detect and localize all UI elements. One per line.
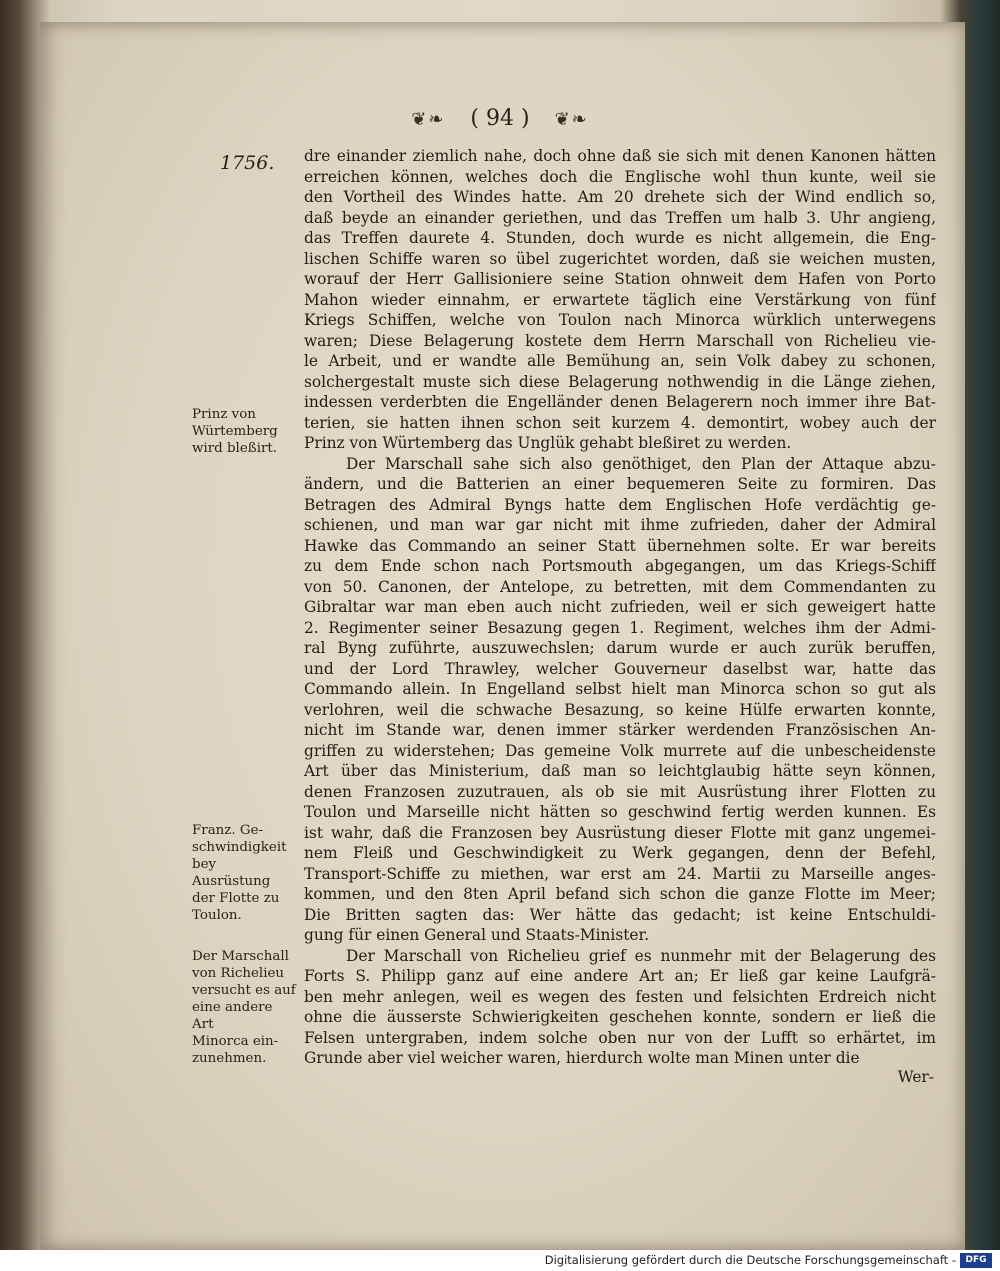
body-line: le Arbeit, und er wandte alle Bemühung an, sein Volk dabey zu schonen,: [304, 352, 936, 370]
body-line: denen Franzosen zuzutrauen, als ob sie mit Ausrüstung ihrer Flotten zu: [304, 782, 936, 801]
catchword: Wer-: [897, 1068, 934, 1086]
body-line: ral Byng zuführte, auszuwechslen; darum wurde er auch zurük beruffen,: [304, 639, 936, 657]
body-line: Mahon wieder einnahm, er erwartete täglich eine Verstärkung von fünf: [304, 290, 936, 309]
body-line: Gibraltar war man eben auch nicht zufrieden, weil er sich geweigert hatte: [304, 598, 936, 616]
body-line: daß beyde an einander geriethen, und das Treffen um halb 3. Uhr angieng,: [304, 208, 936, 227]
margin-note-line: Der Marschall: [192, 949, 289, 964]
body-line: worauf der Herr Gallisioniere seine Station ohnweit dem Hafen von Porto: [304, 270, 936, 288]
margin-note-line: wird bleßirt.: [192, 441, 278, 456]
body-line: gung für einen General und Staats-Minister.: [304, 926, 650, 944]
margin-note-richelieu-attempt: [192, 948, 296, 1067]
body-line: Toulon und Marseille nicht hätten so geschwind fertig werden kunnen. Es: [304, 803, 936, 821]
body-line: Hawke das Commando an seiner Statt übernehmen solte. Er war bereits: [304, 536, 936, 555]
body-line: 2. Regimenter seiner Besazung gegen 1. Regiment, welches ihm der Admi-: [304, 618, 936, 637]
margin-note-line: zunehmen.: [192, 1051, 267, 1066]
margin-note-line: Minorca ein-: [192, 1034, 279, 1049]
footer-credit: Digitalisierung gefördert durch die Deutsche Forschungsgemeinschaft -: [544, 1253, 956, 1267]
body-line: waren; Diese Belagerung kostete dem Herrn Marschall von Richelieu vie-: [304, 331, 936, 350]
margin-note-line: der Flotte zu: [192, 891, 280, 906]
body-text: [304, 146, 936, 1069]
body-line: Der Marschall sahe sich also genöthiget, den Plan der Attaque abzu-: [346, 454, 936, 473]
body-line: und der Lord Thrawley, welcher Gouverneur daselbst war, hatte das: [304, 659, 936, 678]
body-line: ist wahr, daß die Franzosen bey Ausrüstung dieser Flotte mit ganz ungemei-: [304, 823, 936, 842]
body-line: den Vortheil des Windes hatte. Am 20 drehete sich der Wind endlich so,: [304, 188, 936, 206]
body-line: Kriegs Schiffen, welche von Toulon nach Minorca würklich unterwegens: [304, 311, 936, 329]
body-line: Grunde aber viel weicher waren, hierdurch wolte man Minen unter die: [304, 1049, 860, 1067]
body-line: ändern, und die Batterien an einer bequemeren Seite zu formiren. Das: [304, 475, 936, 493]
body-line: lischen Schiffe waren so übel zugerichtet worden, daß sie weichen musten,: [304, 249, 936, 268]
body-line: Forts S. Philipp ganz auf eine andere Art an; Er ließ gar keine Laufgrä-: [304, 967, 936, 985]
ornament-right: ❦❧: [554, 109, 589, 130]
body-line: indessen verderbten die Engelländer denen Belagerern noch immer ihre Bat-: [304, 393, 936, 411]
body-line: Betragen des Admiral Byngs hatte dem Englischen Hofe verdächtig ge-: [304, 495, 936, 514]
body-line: nem Fleiß und Geschwindigkeit zu Werk gegangen, denn der Befehl,: [304, 844, 936, 862]
ornament-left: ❦❧: [411, 109, 446, 130]
body-line: solchergestalt muste sich diese Belagerung nothwendig in die Länge ziehen,: [304, 372, 936, 391]
page-header: [0, 106, 1000, 131]
body-line: Prinz von Würtemberg das Unglük gehabt bleßiret zu werden.: [304, 434, 792, 452]
margin-note-line: Franz. Ge-: [192, 823, 264, 838]
body-line: kommen, und den 8ten April befand sich schon die ganze Flotte im Meer;: [304, 885, 936, 903]
margin-note-line: schwindigkeit: [192, 840, 287, 855]
margin-note-prince-wounded: [192, 406, 296, 457]
body-line: zu dem Ende schon nach Portsmouth abgegangen, um das Kriegs-Schiff: [304, 557, 936, 575]
margin-note-line: eine andere Art: [192, 1000, 273, 1032]
margin-note-line: Prinz von: [192, 407, 256, 422]
body-line: schienen, und man war gar nicht mit ihme zufrieden, daher der Admiral: [304, 516, 936, 534]
margin-note-french-speed: [192, 822, 296, 924]
body-line: dre einander ziemlich nahe, doch ohne daß sie sich mit denen Kanonen hätten: [304, 147, 936, 165]
body-line: Felsen untergraben, indem solche oben nur von der Lufft so erhärtet, im: [304, 1028, 936, 1047]
body-line: Die Britten sagten das: Wer hätte das gedacht; ist keine Entschuldi-: [304, 905, 936, 924]
margin-year: 1756.: [220, 152, 275, 174]
body-line: Der Marschall von Richelieu grief es nunmehr mit der Belagerung des: [346, 946, 936, 965]
body-line: erreichen können, welches doch die Englische wohl thun kunte, weil sie: [304, 167, 936, 186]
body-line: das Treffen daurete 4. Stunden, doch wurde es nicht allgemein, die Eng-: [304, 229, 936, 247]
margin-note-line: versucht es auf: [192, 983, 296, 998]
digitization-footer: [0, 1250, 1000, 1271]
dfg-logo: DFG: [960, 1253, 992, 1268]
body-line: nicht im Stande war, denen immer stärker werdenden Französischen An-: [304, 721, 936, 739]
body-line: ohne die äusserste Schwierigkeiten geschehen konnte, sondern er ließ die: [304, 1008, 936, 1026]
body-line: griffen zu widerstehen; Das gemeine Volk murrete auf die unbescheidenste: [304, 741, 936, 760]
margin-note-line: Toulon.: [192, 908, 242, 923]
body-line: terien, sie hatten ihnen schon seit kurzem 4. demontirt, wobey auch der: [304, 413, 936, 432]
body-line: Art über das Ministerium, daß man so leichtglaubig hätte seyn können,: [304, 762, 936, 780]
body-line: von 50. Canonen, der Antelope, zu betretten, mit dem Commendanten zu: [304, 577, 936, 596]
body-line: Commando allein. In Engelland selbst hielt man Minorca schon so gut als: [304, 680, 936, 698]
page-number: ( 94 ): [470, 106, 530, 131]
body-line: Transport-Schiffe zu miethen, war erst am 24. Martii zu Marseille anges-: [304, 864, 936, 883]
margin-note-line: bey Ausrüstung: [192, 857, 271, 889]
margin-note-line: von Richelieu: [192, 966, 285, 981]
body-line: ben mehr anlegen, weil es wegen des festen und felsichten Erdreich nicht: [304, 987, 936, 1006]
margin-note-line: Würtemberg: [192, 424, 278, 439]
body-line: verlohren, weil die schwache Besazung, so keine Hülfe erwarten konnte,: [304, 700, 936, 719]
